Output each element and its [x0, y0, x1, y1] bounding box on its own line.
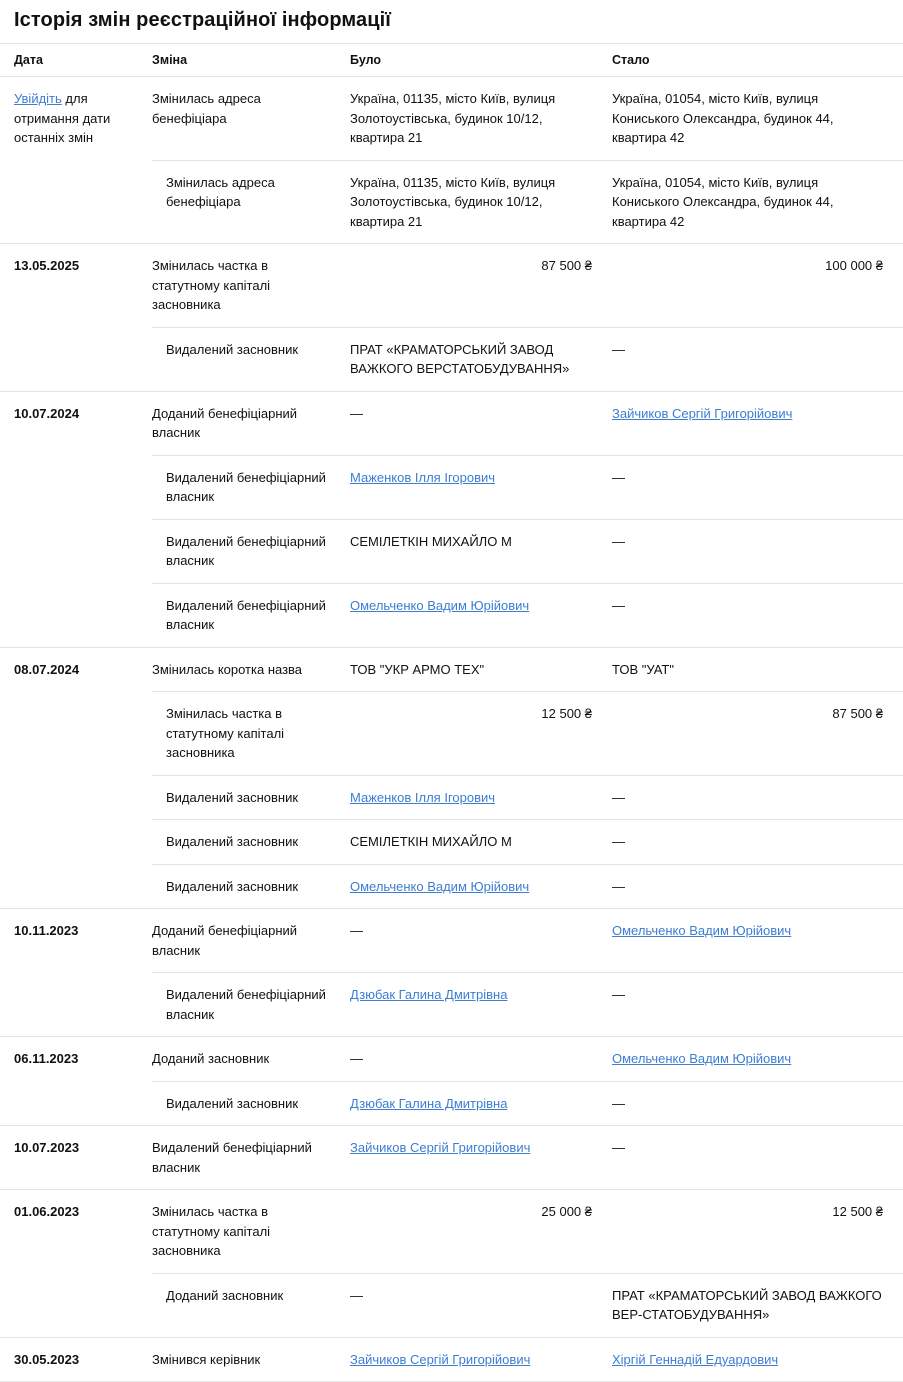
change-cell: Змінилась адреса бенефіціара: [152, 160, 350, 244]
column-header-was: Було: [350, 44, 612, 77]
was-cell: СЕМІЛЕТКІН МИХАЙЛО М: [350, 820, 612, 865]
entity-link[interactable]: Маженков Ілля Ігорович: [350, 789, 496, 805]
entity-link[interactable]: Омельченко Вадим Юрійович: [350, 597, 530, 613]
entity-link[interactable]: Дзюбак Галина Дмитрівна: [350, 987, 508, 1002]
date-value: 08.07.2024: [14, 661, 80, 677]
was-cell: 12 500 ₴: [350, 692, 612, 776]
table-row: [0, 1190, 903, 1274]
change-cell: Видалений бенефіціарний власник: [152, 1126, 350, 1190]
history-table-body: [0, 77, 903, 1382]
became-cell: —: [612, 820, 903, 865]
was-cell: —: [350, 391, 612, 455]
entity-link[interactable]: Хіргій Геннадій Едуардович: [612, 1351, 779, 1367]
date-value: 13.05.2025: [14, 258, 80, 273]
was-cell: [350, 1126, 612, 1190]
table-row: [0, 1337, 903, 1382]
date-value: 30.05.2023: [14, 1351, 80, 1367]
page-title: Історія змін реєстраційної інформації: [14, 9, 392, 31]
became-cell: —: [612, 519, 903, 583]
was-cell: [350, 973, 612, 1037]
became-cell: [612, 1037, 903, 1082]
became-cell: 100 000 ₴: [612, 244, 903, 328]
change-cell: Видалений засновник: [152, 775, 350, 820]
was-cell: [350, 864, 612, 909]
change-cell: Змінилась коротка назва: [152, 647, 350, 692]
was-cell: [350, 455, 612, 519]
date-value: 10.11.2023: [14, 923, 79, 938]
change-cell: Видалений засновник: [152, 820, 350, 865]
history-table-header: [0, 44, 903, 77]
column-header-became: Стало: [612, 44, 903, 77]
date-cell: [0, 244, 152, 392]
change-cell: Змінилась частка в статутному капіталі засновника: [152, 1190, 350, 1274]
change-cell: Змінилась частка в статутному капіталі засновника: [152, 692, 350, 776]
table-row: [0, 1037, 903, 1082]
entity-link[interactable]: Зайчиков Сергій Григорійович: [612, 405, 793, 421]
date-cell: [0, 77, 152, 244]
became-cell: ТОВ "УАТ": [612, 647, 903, 692]
table-row: [0, 1126, 903, 1190]
table-row: [0, 244, 903, 328]
became-cell: 12 500 ₴: [612, 1190, 903, 1274]
date-cell: [0, 1337, 152, 1382]
was-cell: ТОВ "УКР АРМО ТЕХ": [350, 647, 612, 692]
change-cell: Видалений бенефіціарний власник: [152, 583, 350, 647]
was-cell: —: [350, 1273, 612, 1337]
change-cell: Видалений засновник: [152, 1081, 350, 1126]
change-cell: Видалений бенефіціарний власник: [152, 519, 350, 583]
history-table: [0, 43, 903, 1382]
date-cell: [0, 909, 152, 1037]
change-cell: Видалений бенефіціарний власник: [152, 455, 350, 519]
became-cell: [612, 1337, 903, 1382]
change-cell: Змінилась адреса бенефіціара: [152, 77, 350, 161]
became-cell: Україна, 01054, місто Київ, вулиця Кониського Олександра, будинок 44, квартира 42: [612, 77, 903, 161]
entity-link[interactable]: Зайчиков Сергій Григорійович: [350, 1140, 531, 1155]
date-value: 10.07.2023: [14, 1140, 80, 1155]
date-value: 10.07.2024: [14, 405, 80, 421]
login-link[interactable]: Увійдіть: [14, 91, 62, 106]
entity-link[interactable]: Омельченко Вадим Юрійович: [350, 878, 530, 894]
was-cell: —: [350, 1037, 612, 1082]
column-header-change: Зміна: [152, 44, 350, 77]
entity-link[interactable]: Омельченко Вадим Юрійович: [612, 1051, 792, 1066]
became-cell: —: [612, 864, 903, 909]
was-cell: [350, 1081, 612, 1126]
column-header-date: Дата: [0, 44, 152, 77]
was-cell: СЕМІЛЕТКІН МИХАЙЛО М: [350, 519, 612, 583]
change-cell: Доданий бенефіціарний власник: [152, 391, 350, 455]
table-row: [0, 391, 903, 455]
was-cell: —: [350, 909, 612, 973]
change-cell: Видалений бенефіціарний власник: [152, 973, 350, 1037]
was-cell: [350, 1337, 612, 1382]
became-cell: —: [612, 973, 903, 1037]
became-cell: —: [612, 775, 903, 820]
was-cell: Україна, 01135, місто Київ, вулиця Золотоустівська, будинок 10/12, квартира 21: [350, 77, 612, 161]
was-cell: [350, 583, 612, 647]
became-cell: —: [612, 1081, 903, 1126]
was-cell: [350, 775, 612, 820]
entity-link[interactable]: Дзюбак Галина Дмитрівна: [350, 1095, 508, 1111]
date-cell: [0, 647, 152, 909]
was-cell: 87 500 ₴: [350, 244, 612, 328]
became-cell: —: [612, 327, 903, 391]
became-cell: [612, 909, 903, 973]
date-value: 01.06.2023: [14, 1204, 80, 1219]
login-prompt-text: для отримання дати останніх змін: [14, 91, 111, 145]
table-row: [0, 77, 903, 161]
date-cell: [0, 1126, 152, 1190]
change-cell: Видалений засновник: [152, 864, 350, 909]
was-cell: 25 000 ₴: [350, 1190, 612, 1274]
became-cell: —: [612, 1126, 903, 1190]
date-cell: [0, 1190, 152, 1338]
entity-link[interactable]: Омельченко Вадим Юрійович: [612, 923, 792, 938]
change-cell: Змінилась частка в статутному капіталі засновника: [152, 244, 350, 328]
entity-link[interactable]: Маженков Ілля Ігорович: [350, 469, 496, 485]
date-cell: [0, 391, 152, 647]
change-cell: Змінився керівник: [152, 1337, 350, 1382]
became-cell: —: [612, 455, 903, 519]
date-cell: [0, 1037, 152, 1126]
date-value: 06.11.2023: [14, 1051, 79, 1066]
was-cell: ПРАТ «КРАМАТОРСЬКИЙ ЗАВОД ВАЖКОГО ВЕРСТАТОБУДУВАННЯ»: [350, 327, 612, 391]
change-cell: Доданий засновник: [152, 1037, 350, 1082]
became-cell: Україна, 01054, місто Київ, вулиця Кониського Олександра, будинок 44, квартира 42: [612, 160, 903, 244]
became-cell: ПРАТ «КРАМАТОРСЬКИЙ ЗАВОД ВАЖКОГО ВЕР-СТАТОБУДУВАННЯ»: [612, 1273, 903, 1337]
header-row: [0, 44, 903, 77]
change-cell: Видалений засновник: [152, 327, 350, 391]
became-cell: —: [612, 583, 903, 647]
change-cell: Доданий засновник: [152, 1273, 350, 1337]
change-cell: Доданий бенефіціарний власник: [152, 909, 350, 973]
became-cell: 87 500 ₴: [612, 692, 903, 776]
table-row: [0, 909, 903, 973]
became-cell: [612, 391, 903, 455]
was-cell: Україна, 01135, місто Київ, вулиця Золотоустівська, будинок 10/12, квартира 21: [350, 160, 612, 244]
entity-link[interactable]: Зайчиков Сергій Григорійович: [350, 1351, 531, 1367]
table-row: [0, 647, 903, 692]
